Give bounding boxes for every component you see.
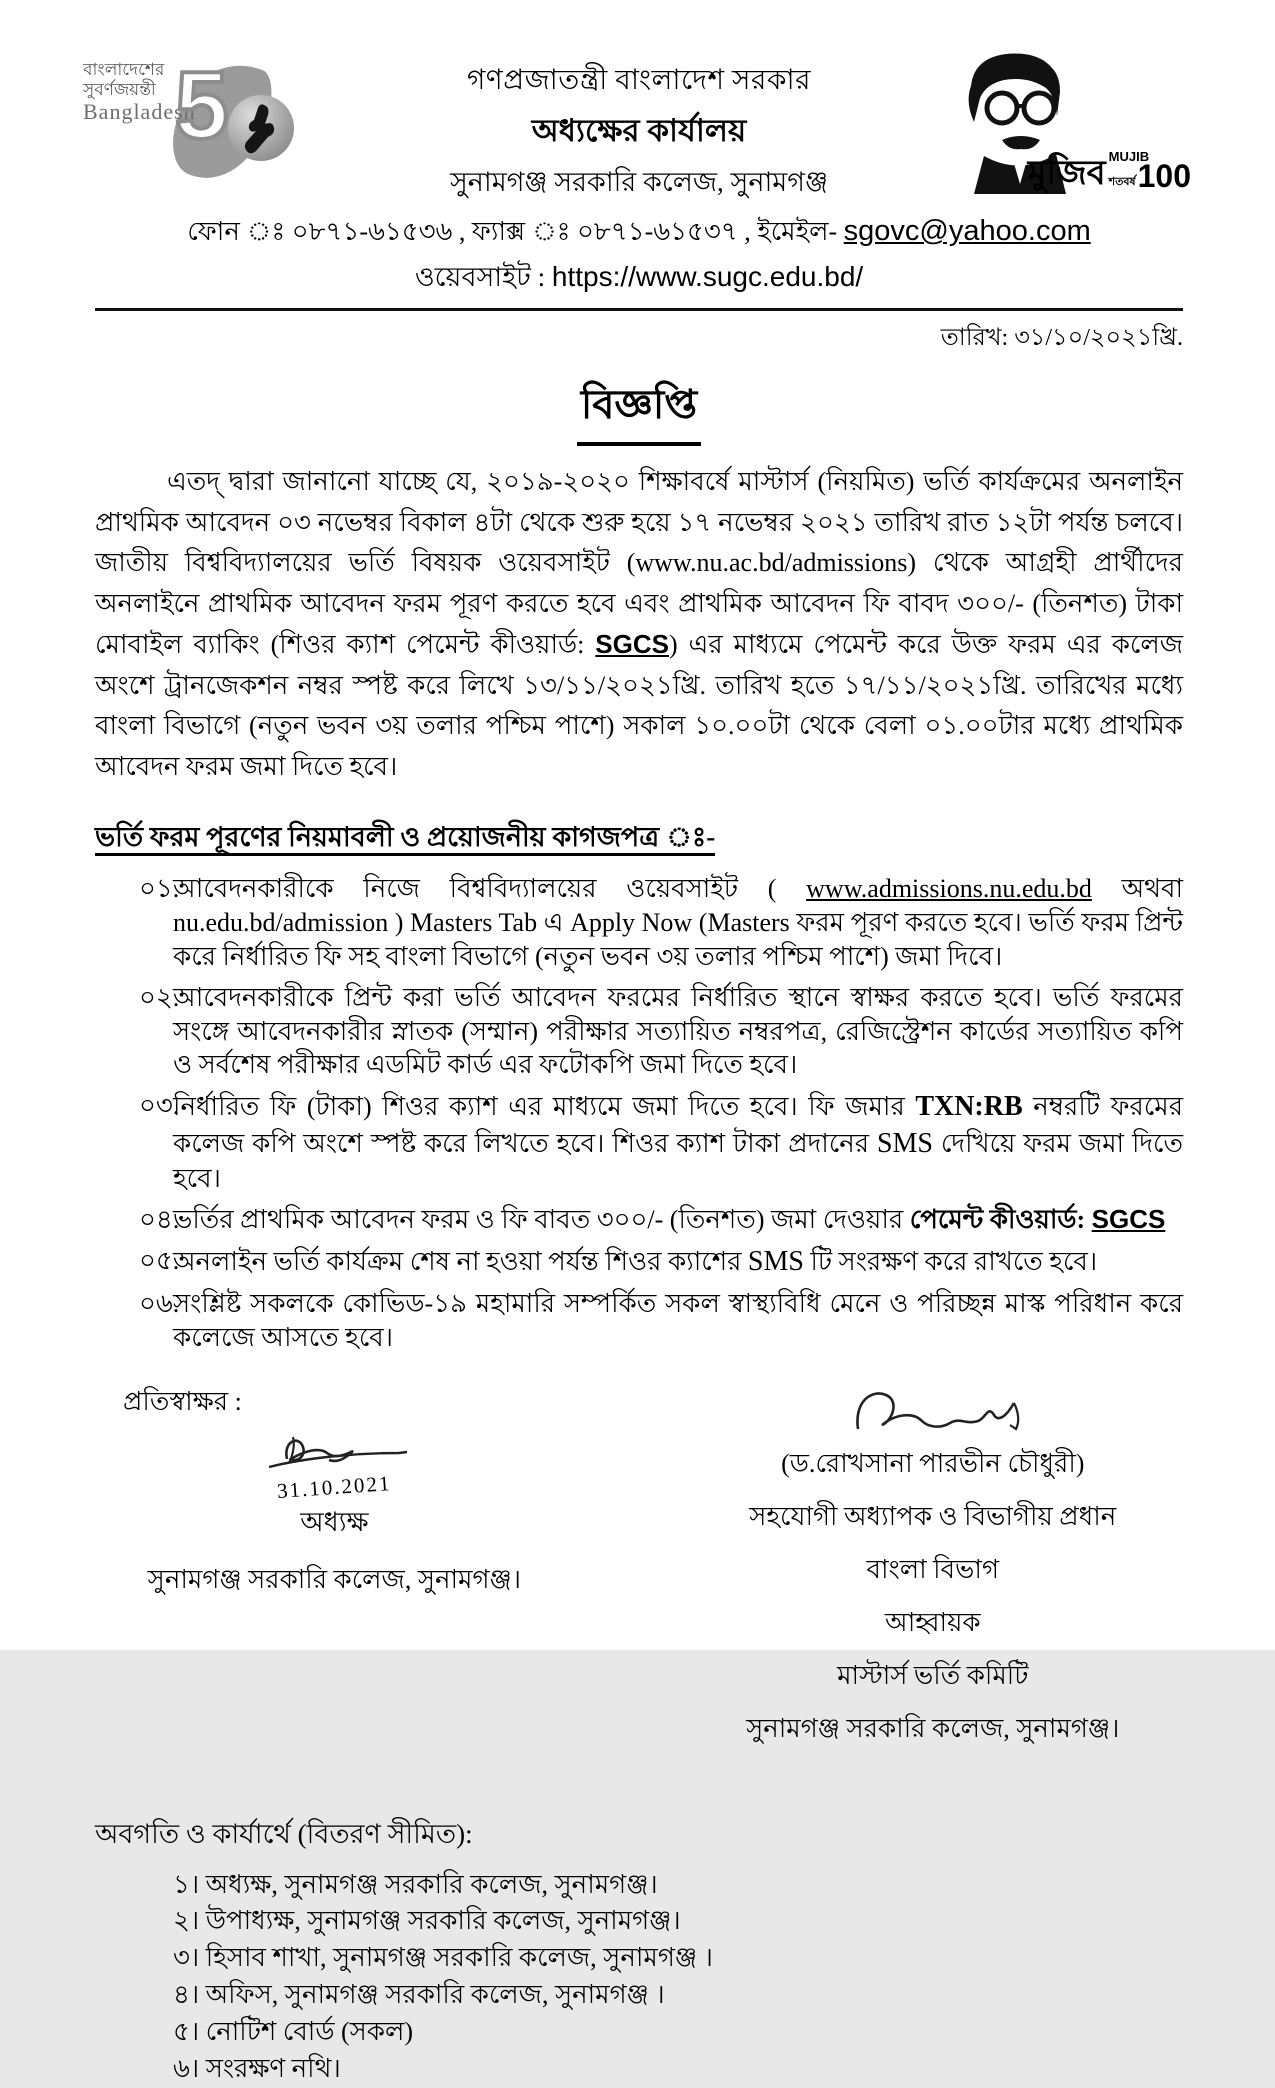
phone-fax-text: ফোন ঃ ০৮৭১-৬১৫৩৬ , ফ্যাক্স ঃ ০৮৭১-৬১৫৩৭ , ইমেইল-	[187, 217, 844, 246]
signatory-designation: সহযোগী অধ্যাপক ও বিভাগীয় প্রধান	[749, 1501, 1117, 1531]
rule-2-number: ০২.	[139, 982, 180, 1012]
bangladesh-50-jubilee-logo	[83, 52, 298, 190]
rule-item-3	[95, 1089, 1183, 1196]
rule-item-5	[95, 1244, 1183, 1280]
rule-1-number: ০১.	[139, 874, 180, 904]
rule-item-6	[95, 1287, 1183, 1355]
intro-paragraph	[95, 462, 1183, 787]
signatory-block	[683, 1381, 1183, 1752]
office-line: অধ্যক্ষের কার্যালয়	[531, 113, 747, 148]
sms-word: SMS	[876, 1127, 933, 1159]
rule-5-number: ০৫.	[139, 1245, 180, 1275]
rule-4-number: ০৪.	[139, 1204, 180, 1234]
mujib-bengali-wordmark: মুজিব	[1027, 155, 1106, 193]
jubilee-text-line3: Bangladesh	[83, 99, 196, 125]
jubilee-text-line2: সুবর্ণজয়ন্তী	[83, 79, 156, 99]
website-line	[95, 257, 1183, 302]
distribution-list	[95, 1867, 1183, 2088]
rule-3-number: ০৩.	[139, 1091, 180, 1121]
rule-1-text-post: অথবা nu.edu.bd/admission ) Masters Tab এ Apply Now (Masters ফরম পূরণ করতে হবে। ভর্তি ফরম প্রিন্ট করে নির্ধারিত ফি সহ বাংলা বিভাগে (নতুন ভবন ৩য় তলার পশ্চিম পাশে) জমা দিবে।	[173, 874, 1183, 971]
rule-3-text-mid: নম্বরটি ফরমের কলেজ কপি অংশে স্পষ্ট করে লিখতে হবে। শিওর ক্যাশ টাকা প্রদানের	[173, 1092, 1184, 1158]
intro-part2: ) এর মাধ্যমে পেমেন্ট করে উক্ত ফরম এর কলেজ অংশে ট্রানজেকশন নম্বর স্পষ্ট করে লিখে ১৩/১১/২০২১খ্রি. তারিখ হতে ১৭/১১/২০২১খ্রি. তারিখের মধ্যে বাংলা বিভাগে (নতুন ভবন ৩য় তলার পশ্চিম পাশে) সকাল ১০.০০টা থেকে বেলা ০১.০০টার মধ্যে প্রাথমিক আবেদন ফরম জমা দিতে হবে।	[95, 630, 1183, 781]
principal-org: সুনামগঞ্জ সরকারি কলেজ, সুনামগঞ্জ।	[147, 1564, 522, 1594]
distribution-item-2: ২। উপাধ্যক্ষ, সুনামগঞ্জ সরকারি কলেজ, সুনামগঞ্জ।	[173, 1906, 681, 1936]
rule-5-text-pre: অনলাইন ভর্তি কার্যক্রম শেষ না হওয়া পর্যন্ত শিওর ক্যাশের	[173, 1246, 748, 1276]
mujib-100-logo	[891, 44, 1191, 194]
website-link[interactable]: https://www.sugc.edu.bd/	[551, 261, 864, 292]
signatory-committee: মাস্টার্স ভর্তি কমিটি	[837, 1660, 1029, 1690]
rule-5-sms-word: SMS	[747, 1245, 804, 1277]
email-link[interactable]: sgovc@yahoo.com	[843, 215, 1091, 247]
rule-4-text-pre: ভর্তির প্রাথমিক আবেদন ফরম ও ফি বাবত ৩০০/- (তিনশত) জমা দেওয়ার	[173, 1204, 910, 1234]
mujib-shotoborsho-label: শতবর্ষ	[1108, 175, 1136, 188]
jubilee-portrait-silhouette-icon	[228, 95, 294, 161]
distribution-section	[95, 1814, 1183, 2088]
rule-item-4	[95, 1203, 1183, 1237]
rule-4-bold-label: পেমেন্ট কীওয়ার্ড:	[909, 1204, 1092, 1234]
principal-title: অধ্যক্ষ	[300, 1506, 369, 1537]
rule-6-text: সংশ্লিষ্ট সকলকে কোভিড-১৯ মহামারি সম্পর্কিত সকল স্বাস্থ্যবিধি মেনে ও পরিচ্ছন্ন মাস্ক পরিধান করে কলেজে আসতে হবে।	[173, 1288, 1183, 1352]
college-line: সুনামগঞ্জ সরকারি কলেজ, সুনামগঞ্জ	[449, 167, 829, 197]
jubilee-zero-medallion	[228, 95, 294, 161]
letterhead	[83, 52, 1191, 302]
signatory-role: আহ্বায়ক	[884, 1607, 981, 1637]
rule-item-2	[95, 981, 1183, 1082]
mujib-number-100: 100	[1137, 157, 1191, 194]
signatory-department: বাংলা বিভাগ	[866, 1554, 999, 1584]
rule-6-number: ০৬.	[139, 1288, 180, 1318]
distribution-item-1: ১। অধ্যক্ষ, সুনামগঞ্জ সরকারি কলেজ, সুনামগঞ্জ।	[173, 1869, 658, 1899]
jubilee-text-line1: বাংলাদেশের	[83, 60, 165, 79]
countersign-block	[95, 1381, 574, 1752]
rule-5-text-post: টি সংরক্ষণ করে রাখতে হবে।	[803, 1246, 1098, 1276]
header-divider	[95, 308, 1183, 311]
rule-2-text: আবেদনকারীকে প্রিন্ট করা ভর্তি আবেদন ফরমের নির্ধারিত স্থানে স্বাক্ষর করতে হবে। ভর্তি ফরমের সংঙ্গে আবেদনকারীর স্নাতক (সম্মান) পরীক্ষার সত্যায়িত নম্বরপত্র, রেজিস্ট্রেশন কার্ডের সত্যায়িত কপি ও সর্বশেষ পরীক্ষার এডমিট কার্ড এর ফটোকপি জমা দিতে হবে।	[173, 982, 1183, 1080]
rule-3-text-pre: নির্ধারিত ফি (টাকা) শিওর ক্যাশ এর মাধ্যমে জমা দিতে হবে। ফি জমার	[173, 1092, 916, 1122]
signatory-org: সুনামগঞ্জ সরকারি কলেজ, সুনামগঞ্জ।	[746, 1713, 1120, 1743]
signature-area	[95, 1381, 1183, 1752]
distribution-item-3: ৩। হিসাব শাখা, সুনামগঞ্জ সরকারি কলেজ, সুনামগঞ্জ ।	[173, 1943, 713, 1973]
rule-item-1	[95, 872, 1183, 973]
distribution-item-5: ৫। নোটিশ বোর্ড (সকল)	[173, 2017, 414, 2047]
signatory-name: (ড.রোখসানা পারভীন চৌধুরী)	[781, 1448, 1085, 1478]
rules-heading: ভর্তি ফরম পূরণের নিয়মাবলী ও প্রয়োজনীয় কাগজপত্র ঃ-	[95, 817, 1183, 862]
mujib-english-wordmark: MUJIB	[1108, 148, 1150, 164]
date-line: তারিখ: ৩১/১০/২০২১খ্রি.	[940, 325, 1183, 351]
distribution-item-6: ৬। সংরক্ষণ নথি।	[173, 2054, 341, 2084]
convener-signature-image	[828, 1381, 1038, 1441]
contact-line	[95, 211, 1183, 255]
admissions-url-link[interactable]: www.admissions.nu.edu.bd	[806, 874, 1092, 904]
rule-4-keyword: SGCS	[1091, 1203, 1166, 1234]
principal-signature-image	[249, 1429, 419, 1481]
jubilee-number-5: 5	[175, 52, 229, 159]
distribution-heading: অবগতি ও কার্যার্থে (বিতরণ সীমিত):	[95, 1818, 473, 1849]
countersign-label: প্রতিস্বাক্ষর :	[123, 1386, 242, 1416]
rules-list	[95, 872, 1183, 1354]
website-label: ওয়েবসাইট :	[414, 262, 552, 292]
notice-title: বিজ্ঞপ্তি	[577, 373, 701, 446]
rule-3-text-post: দেখিয়ে ফরম জমা দিতে হবে।	[173, 1128, 1183, 1193]
txn-code: TXN:RB	[915, 1091, 1023, 1123]
rule-1-text-pre: আবেদনকারীকে নিজে বিশ্ববিদ্যালয়ের ওয়েবসাইট (	[173, 874, 807, 904]
signature-date-handwritten: 31.10.2021	[276, 1470, 393, 1503]
intro-part1: এতদ্ দ্বারা জানানো যাচ্ছে যে, ২০১৯-২০২০ শিক্ষাবর্ষে মাস্টার্স (নিয়মিত) ভর্তি কার্যক্রমের অনলাইন প্রাথমিক আবেদন ০৩ নভেম্বর বিকাল ৪টা থেকে শুরু হয়ে ১৭ নভেম্বর ২০২১ তারিখ রাত ১২টা পর্যন্ত চলবে। জাতীয় বিশ্ববিদ্যালয়ের ভর্তি বিষয়ক ওয়েবসাইট (www.nu.ac.bd/admissions) থেকে আগ্রহী প্রার্থীদের অনলাইনে প্রাথমিক আবেদন ফরম পূরণ করতে হবে এবং প্রাথমিক আবেদন ফি বাবদ ৩০০/- (তিনশত) টাকা মোবাইল ব্যাকিং (শিওর ক্যাশ পেমেন্ট কীওয়ার্ড:	[95, 467, 1183, 660]
distribution-item-4: ৪। অফিস, সুনামগঞ্জ সরকারি কলেজ, সুনামগঞ্জ ।	[173, 1980, 665, 2010]
government-line: গণপ্রজাতন্ত্রী বাংলাদেশ সরকার	[466, 65, 812, 96]
payment-keyword: SGCS	[595, 629, 669, 660]
